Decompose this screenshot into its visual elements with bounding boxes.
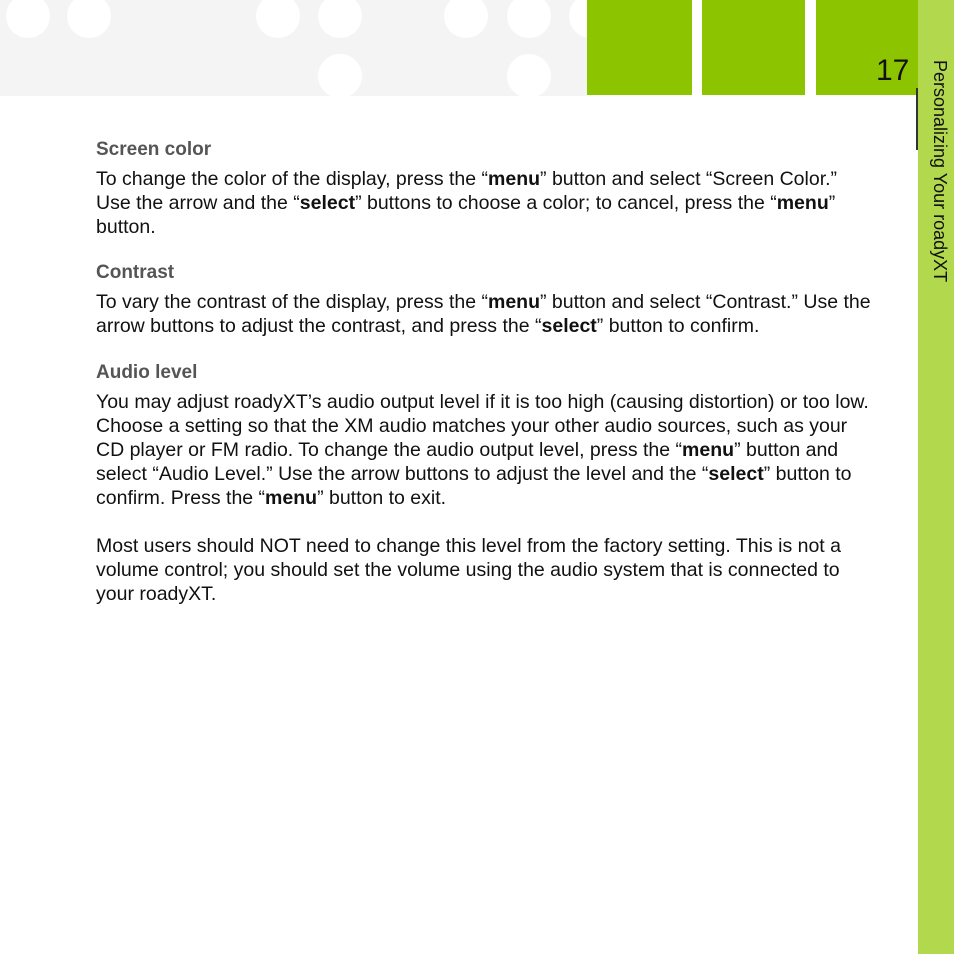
- text-run: Most users should NOT need to change this level from the factory setting. This is not a volume control; you should set the volume using the audio system that is connected to your roadyXT.: [96, 535, 841, 605]
- bold-button-name: menu: [682, 439, 735, 461]
- heading-contrast: Contrast: [96, 262, 175, 283]
- text-run: ” button and select “Screen Color.” Use the arrow and the “: [96, 168, 838, 214]
- decorative-dot: [318, 0, 362, 38]
- text-run: ” button.: [96, 192, 836, 238]
- bold-button-name: select: [299, 192, 356, 214]
- header-green-block: [702, 0, 805, 95]
- paragraph-screen-color: [96, 167, 871, 239]
- decorative-dot: [569, 0, 587, 38]
- text-run: ” button and select “Contrast.” Use the arrow buttons to adjust the contrast, and press the “: [96, 291, 871, 337]
- text-run: ” buttons to choose a color; to cancel, press the “: [355, 192, 777, 214]
- text-run: ” button to confirm.: [596, 315, 760, 337]
- text-run: You may adjust roadyXT’s audio output level if it is too high (causing distortion) or too low. Choose a setting so that the XM audio matches your other audio sources, such as your CD player or FM radio. To change the audio output level, press the “: [96, 391, 869, 461]
- decorative-dot: [318, 54, 362, 96]
- main-content: [96, 138, 871, 606]
- decorative-dot: [507, 54, 551, 96]
- header-pattern-band: [0, 0, 587, 96]
- text-run: ” button to exit.: [317, 487, 447, 509]
- decorative-dot: [67, 0, 111, 38]
- heading-screen-color: Screen color: [96, 139, 212, 160]
- decorative-dot: [256, 0, 300, 38]
- text-run: ” button to confirm. Press the “: [96, 463, 852, 509]
- text-run: To vary the contrast of the display, press the “: [96, 291, 488, 313]
- bold-button-name: menu: [488, 291, 541, 313]
- section-title: Personalizing Your roadyXT: [930, 60, 950, 283]
- bold-button-name: menu: [488, 168, 541, 190]
- decorative-dot: [6, 0, 50, 38]
- page-number: 17: [876, 54, 910, 87]
- paragraph-audio-level: [96, 390, 871, 510]
- decorative-dot: [507, 0, 551, 38]
- paragraph-contrast: [96, 290, 871, 338]
- bold-button-name: menu: [265, 487, 318, 509]
- page-number-divider: [916, 88, 918, 150]
- header-green-block: [587, 0, 692, 95]
- bold-button-name: menu: [776, 192, 829, 214]
- bold-button-name: select: [541, 315, 597, 337]
- heading-audio-level: Audio level: [96, 362, 198, 383]
- bold-button-name: select: [708, 463, 764, 485]
- decorative-dot: [444, 0, 488, 38]
- text-run: ” button and select “Audio Level.” Use the arrow buttons to adjust the level and the “: [96, 439, 839, 485]
- paragraph-audio-level-note: [96, 534, 871, 606]
- text-run: To change the color of the display, press the “: [96, 168, 489, 190]
